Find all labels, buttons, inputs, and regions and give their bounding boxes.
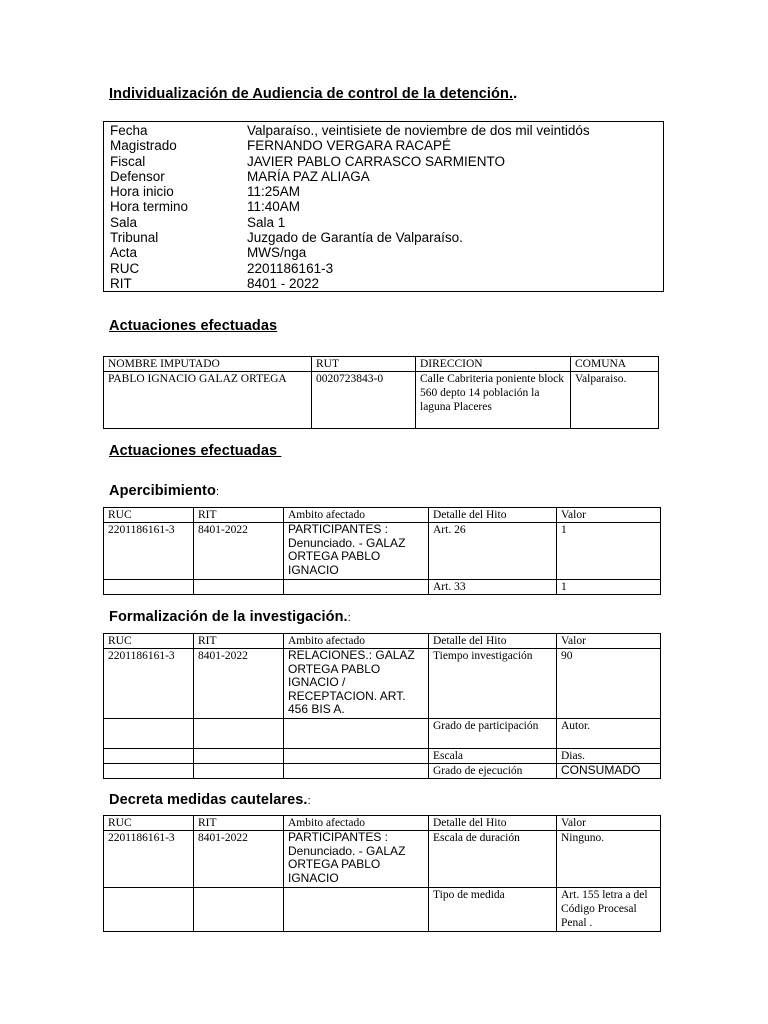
table-cell [194, 580, 284, 595]
section-heading-apercibimiento [109, 483, 219, 499]
table-cell: 1 [557, 523, 661, 580]
table-header-row [104, 508, 661, 523]
table-cell [284, 764, 429, 779]
info-label: Defensor [110, 168, 165, 184]
table-row [104, 649, 661, 719]
table-cell [104, 749, 194, 764]
table-header-row [104, 816, 661, 831]
table-header-row [104, 357, 659, 372]
document-title [109, 86, 517, 102]
table-cell [284, 749, 429, 764]
table-cell: 1 [557, 580, 661, 595]
table-cell: PARTICIPANTES : Denunciado. - GALAZ ORTEGA PABLO IGNACIO [284, 831, 429, 888]
table-cell: Art. 26 [429, 523, 557, 580]
section-heading-text: Decreta medidas cautelares. [109, 792, 308, 808]
header-cell: Ambito afectado [284, 508, 429, 523]
header-cell: Detalle del Hito [429, 634, 557, 649]
info-label: RIT [110, 275, 132, 291]
section-heading-formalizacion [109, 609, 351, 625]
header-cell: COMUNA [571, 357, 659, 372]
header-cell: RUT [312, 357, 416, 372]
section-heading-actuaciones [109, 318, 277, 334]
heading-suffix: : [307, 795, 311, 807]
header-cell: Ambito afectado [284, 816, 429, 831]
info-value: FERNANDO VERGARA RACAPÉ [247, 138, 452, 154]
info-label: Fiscal [110, 153, 146, 169]
header-cell: RIT [194, 508, 284, 523]
table-cell [104, 719, 194, 749]
formalizacion-table [103, 633, 661, 779]
table-cell: Tiempo investigación [429, 649, 557, 719]
info-label: Hora termino [110, 199, 189, 215]
table-cell [104, 764, 194, 779]
info-label: Sala [110, 214, 138, 230]
table-row [104, 749, 661, 764]
table-cell: CONSUMADO [557, 764, 661, 779]
document-title-suffix: . [513, 86, 518, 102]
section-heading-text: Actuaciones efectuadas [109, 318, 278, 334]
header-cell: Valor [557, 816, 661, 831]
table-cell: Grado de participación [429, 719, 557, 749]
info-label: Hora inicio [110, 184, 174, 200]
heading-suffix: : [347, 612, 351, 624]
section-heading-text: Formalización de la investigación. [109, 609, 348, 625]
section-heading-actuaciones-2 [109, 443, 281, 459]
header-cell: RUC [104, 634, 194, 649]
info-value: Sala 1 [247, 214, 286, 230]
table-cell: Autor. [557, 719, 661, 749]
info-label: Fecha [110, 123, 148, 138]
header-cell: Detalle del Hito [429, 816, 557, 831]
table-cell [284, 580, 429, 595]
info-value: 2201186161-3 [247, 260, 334, 276]
table-cell: 2201186161-3 [104, 523, 194, 580]
info-label: Tribunal [110, 230, 159, 246]
table-cell: Calle Cabriteria poniente block 560 depto 14 población la laguna Placeres [416, 372, 571, 429]
info-row [110, 123, 663, 138]
section-heading-text: Actuaciones efectuadas [109, 443, 282, 459]
table-cell: PABLO IGNACIO GALAZ ORTEGA [104, 372, 312, 429]
table-cell [104, 580, 194, 595]
header-cell: RIT [194, 816, 284, 831]
header-cell: Detalle del Hito [429, 508, 557, 523]
info-value: Juzgado de Garantía de Valparaíso. [247, 230, 463, 246]
table-cell: 8401-2022 [194, 831, 284, 888]
section-heading-medidas [109, 792, 311, 808]
table-row [104, 831, 661, 888]
info-label: Acta [110, 245, 138, 261]
imputado-table [103, 356, 659, 429]
info-row [110, 184, 663, 199]
table-header-row [104, 634, 661, 649]
info-row [110, 245, 663, 260]
header-cell: RIT [194, 634, 284, 649]
table-cell: Escala de duración [429, 831, 557, 888]
info-row [110, 169, 663, 184]
table-row [104, 719, 661, 749]
info-value: MWS/nga [247, 245, 307, 261]
table-row [104, 523, 661, 580]
table-cell: 90 [557, 649, 661, 719]
table-cell: Art. 155 letra a del Código Procesal Penal . [557, 888, 661, 932]
header-cell: Valor [557, 634, 661, 649]
table-cell: Valparaiso. [571, 372, 659, 429]
table-cell: Grado de ejecución [429, 764, 557, 779]
table-cell: 0020723843-0 [312, 372, 416, 429]
table-cell: 2201186161-3 [104, 831, 194, 888]
hearing-info-box [103, 121, 664, 292]
table-row [104, 888, 661, 932]
table-row [104, 764, 661, 779]
info-row [110, 230, 663, 245]
header-cell: RUC [104, 508, 194, 523]
table-cell: RELACIONES.: GALAZ ORTEGA PABLO IGNACIO / RECEPTACION. ART. 456 BIS A. [284, 649, 429, 719]
header-cell: Valor [557, 508, 661, 523]
table-cell: Art. 33 [429, 580, 557, 595]
info-value: 8401 - 2022 [247, 275, 320, 291]
document-title-text: Individualización de Audiencia de control de la detención. [109, 86, 514, 102]
section-heading-text: Apercibimiento [109, 483, 216, 499]
info-row [110, 276, 663, 291]
table-cell: 8401-2022 [194, 649, 284, 719]
medidas-table [103, 815, 661, 932]
table-row [104, 372, 659, 429]
table-cell: PARTICIPANTES : Denunciado. - GALAZ ORTEGA PABLO IGNACIO [284, 523, 429, 580]
table-cell [194, 719, 284, 749]
info-value: 11:40AM [247, 199, 301, 215]
table-row [104, 580, 661, 595]
info-row [110, 138, 663, 153]
table-cell: 2201186161-3 [104, 649, 194, 719]
info-value: JAVIER PABLO CARRASCO SARMIENTO [247, 153, 506, 169]
info-label: Magistrado [110, 138, 177, 154]
table-cell [284, 888, 429, 932]
table-cell: Dias. [557, 749, 661, 764]
header-cell: Ambito afectado [284, 634, 429, 649]
apercibimiento-table [103, 507, 661, 595]
info-row [110, 215, 663, 230]
table-cell: Tipo de medida [429, 888, 557, 932]
table-cell: 8401-2022 [194, 523, 284, 580]
heading-suffix: : [215, 486, 220, 498]
info-label: RUC [110, 260, 140, 276]
info-row [110, 154, 663, 169]
info-row [110, 261, 663, 276]
info-value: MARÍA PAZ ALIAGA [247, 168, 370, 184]
header-cell: DIRECCION [416, 357, 571, 372]
table-cell [284, 719, 429, 749]
header-cell: RUC [104, 816, 194, 831]
table-cell: Ninguno. [557, 831, 661, 888]
table-cell [194, 764, 284, 779]
header-cell: NOMBRE IMPUTADO [104, 357, 312, 372]
info-value: Valparaíso., veintisiete de noviembre de dos mil veintidós [247, 123, 590, 138]
info-row [110, 199, 663, 214]
table-cell: Escala [429, 749, 557, 764]
table-cell [194, 888, 284, 932]
table-cell [194, 749, 284, 764]
table-cell [104, 888, 194, 932]
info-value: 11:25AM [247, 184, 301, 200]
